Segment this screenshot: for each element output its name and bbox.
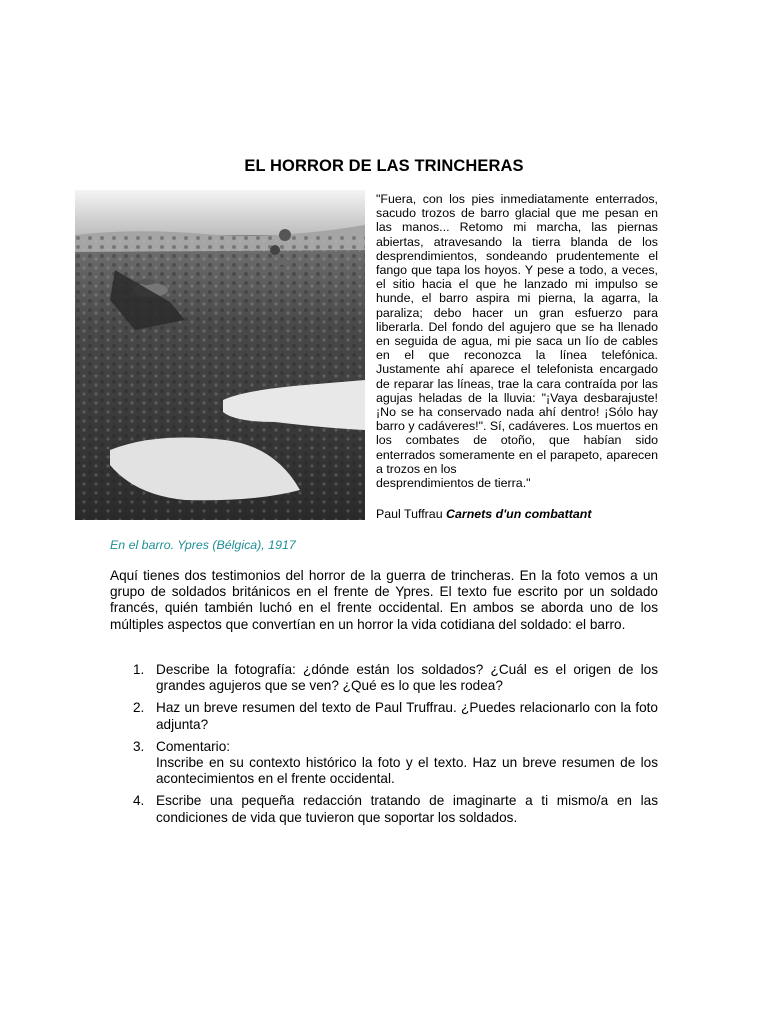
quote-last-line: desprendimientos de tierra." <box>376 476 531 491</box>
question-item <box>110 700 658 732</box>
question-number: 2. <box>133 700 145 716</box>
question-text: Haz un breve resumen del texto de Paul Truffrau. ¿Puedes relacionarlo con la foto adjunta? <box>156 700 658 732</box>
question-text: Describe la fotografía: ¿dónde están los soldados? ¿Cuál es el origen de los grandes agujeros que se ven? ¿Qué es lo que les rodea? <box>156 662 658 694</box>
question-number: 3. <box>133 738 145 754</box>
question-text: Escribe una pequeña redacción tratando de imaginarte a ti mismo/a en las condiciones de vida que tuvieron que soportar los soldados. <box>156 793 658 825</box>
quote-text: "Fuera, con los pies inmediatamente enterrados, sacudo trozos de barro glacial que me pesan en las manos... Retomo mi marcha, las piernas abiertas, atravesando la tierra blanda de los desprendimientos, sondeando prudentemente el fango que tapa los hoyos. Y pese a todo, a veces, el sitio hacia el que he lanzado mi impulso se hunde, el barro aspira mi pierna, la agarra, la paraliza; debo hacer un gran esfuerzo para liberarla. Del fondo del agujero que se ha llenado en seguida de agua, mi pie saca un lío de cables en el que reconozca la línea telefónica. Justamente ahí aparece el telefonista encargado de reparar las líneas, trae la cara contraída por las agujas heladas de la lluvia: "¡Vaya desbarajuste! ¡No se ha conservado nada ahí dentro! ¡Sólo hay barro y cadáveres!". Sí, cadáveres. Los muertos en los combates de otoño, que habían sido enterrados someramente en el parapeto, aparecen a trozos en los <box>376 192 658 476</box>
quote-attribution <box>376 507 592 521</box>
questions-list <box>110 662 658 832</box>
question-item <box>110 662 658 694</box>
intro-paragraph: Aquí tienes dos testimonios del horror de la guerra de trincheras. En la foto vemos a un grupo de soldados británicos en el frente de Ypres. El texto fue escrito por un soldado francés, quién también luchó en el frente occidental. En ambos se aborda uno de los múltiples aspectos que convertían en un horror la vida cotidiana del soldado: el barro. <box>110 568 658 632</box>
question-number: 4. <box>133 793 145 809</box>
photo-image <box>75 190 365 520</box>
question-item <box>110 793 658 825</box>
question-number: 1. <box>133 662 145 677</box>
page-title: EL HORROR DE LAS TRINCHERAS <box>244 157 524 175</box>
quote-work-title: Carnets d'un combattant <box>446 507 592 521</box>
question-item <box>110 739 658 788</box>
question-subtext: Inscribe en su contexto histórico la foto y el texto. Haz un breve resumen de los acontecimientos en el frente occidental. <box>156 755 658 787</box>
trench-photo <box>75 190 365 520</box>
question-text: Comentario: <box>156 738 231 754</box>
quote-author: Paul Tuffrau <box>376 507 443 521</box>
photo-caption: En el barro. Ypres (Bélgica), 1917 <box>110 538 296 552</box>
testimony-quote <box>376 192 658 490</box>
